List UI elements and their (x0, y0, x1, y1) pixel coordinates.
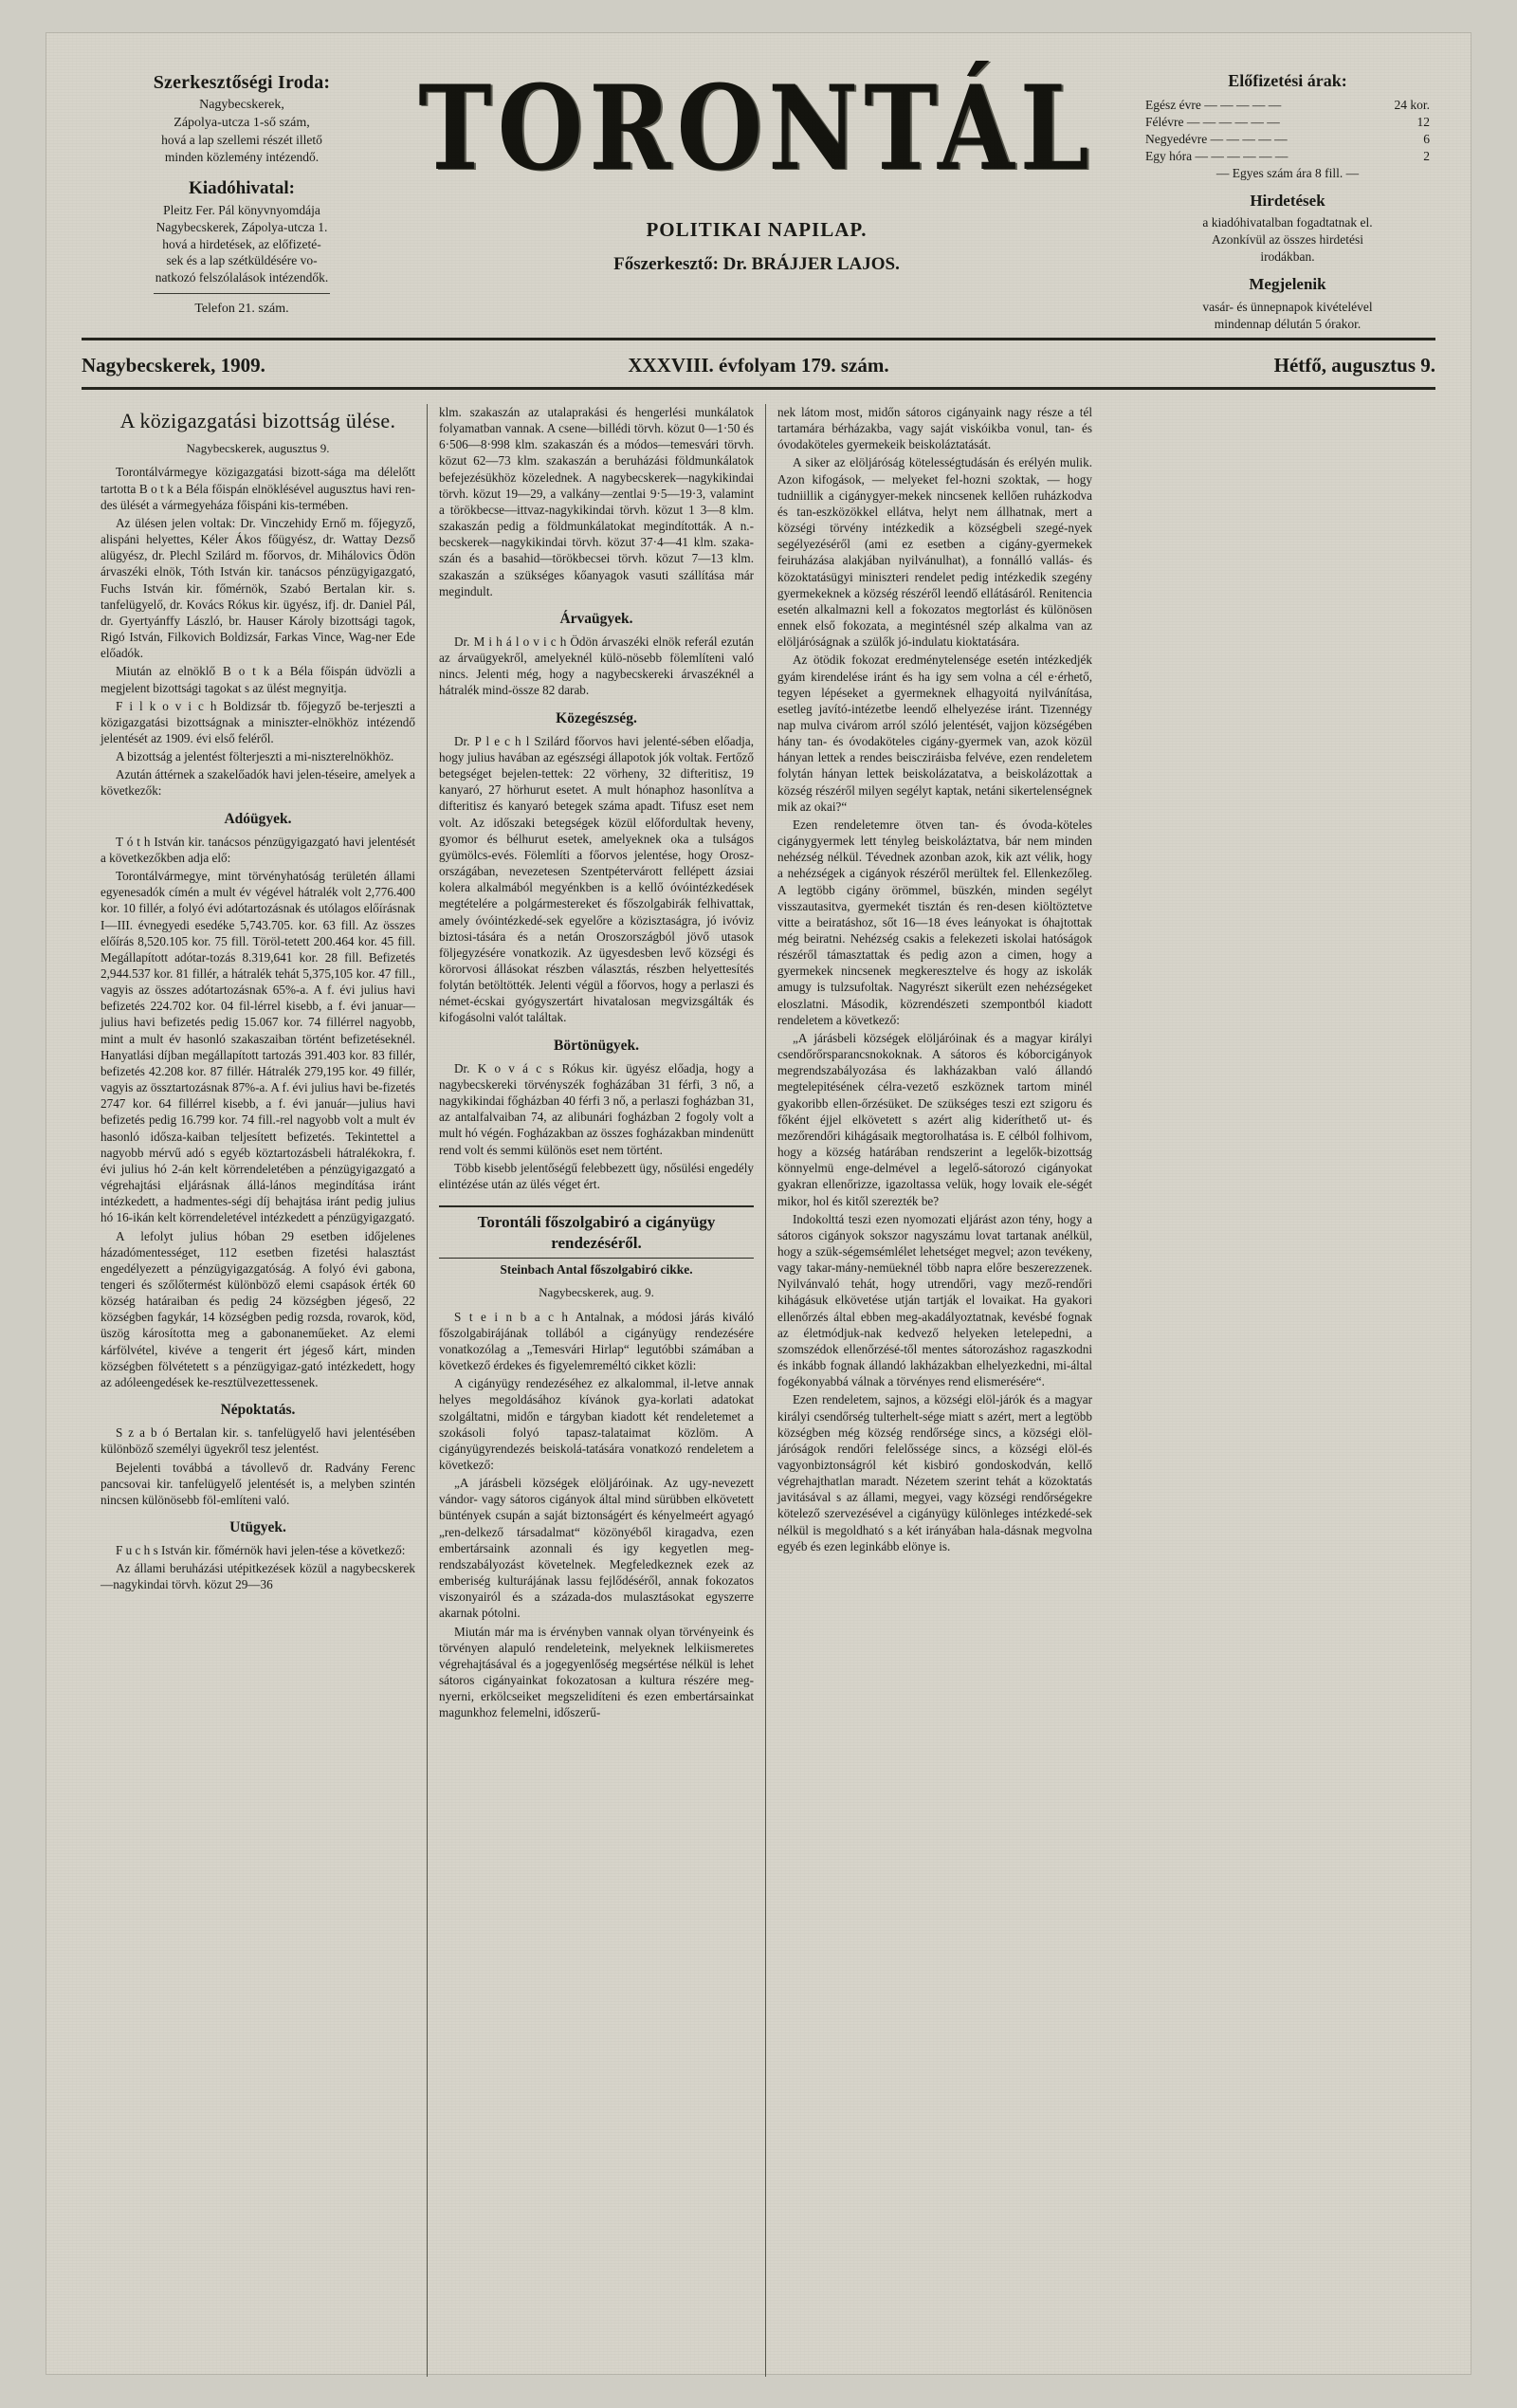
subscription-title: Előfizetési árak: (1228, 71, 1347, 90)
rate-value-1: 12 (1416, 114, 1430, 129)
paragraph: F u c h s István kir. főmérnök havi jelen-tése a következő: (116, 1543, 406, 1558)
paragraph: „A járásbeli községek elöljáróinak. Az ugy-nevezett vándor- vagy sátoros cigányok által mind sürübben elkövetett büntények csupán a saját biztonságért és kényelmeért agyagó „ren-delkező társadalmat“ közönyéből kiragadva, ezen embertársaink azonnali és igy kegyetlen meg-rendszabályozást követelnek. Megfeledkeznek ezek az emberiség kulturájának lassu fejlődéséről, annak fokozatos viszonyairól és a százada-dos mulasztásokat egyszerre akarnak pótolni. (439, 1476, 754, 1621)
issue-volume-number: XXXVIII. évfolyam 179. szám. (628, 353, 889, 377)
publication-schedule-title: Megjelenik (1249, 275, 1326, 294)
rate-label-0: Egész évre — — — — — (1145, 97, 1282, 112)
paragraph: A lefolyt julius hóban 29 esetben időjelenes házadómentességet, 112 esetben fizetési halasztást engedélyezett a pénzügyigazgatóság. A folyó évi gabona, tengeri és szőlőtermést különböző elemi csapások érték 60 község határaiban és pedig 24 községben jégeső, 22 községben fagykár, 14 községben pedig rozsda, rovarok, köd, üszög károsította meg a gabonaneműeket. Az elemi kárfölvétel, kivéve a tengerit ért jégeső kárt, minden községben fölvétetett s a pénzügyigaz-gató intézkedett, hogy az adóleengedések ke-resztülvezettessenek. (101, 1228, 415, 1389)
column-1 (89, 404, 427, 2377)
paragraph: A cigányügy rendezéséhez ez alkalommal, il-letve annak helyes megoldásához kívánok gya-korlati adatokat szolgáltatni, midőn e tárgyban kiadott két rendeletemet a szokásoli folyó tapasz-talataimat közlöm. A cigányügyrendezés beiskolá-tatására vonatkozó rendeletem a következő: (439, 1376, 754, 1473)
main-headline: A közigazgatási bizottság ülése. (119, 409, 396, 432)
advertising-line-0: a kiadóhivatalban fogadtatnak el. (1202, 215, 1373, 230)
rate-row-2 (1145, 131, 1430, 148)
rate-label-1: Félévre — — — — — — (1145, 114, 1280, 129)
article-columns (89, 404, 1428, 2377)
publishing-line-0: Pleitz Fer. Pál könyvnyomdája (163, 203, 320, 218)
paragraph: S t e i n b a c h Antalnak, a módosi járás kiváló főszolgabirájának tollából a cigányügy rendezésére vonatkozólag a „Temesvári Hirlap“ legutóbbi számában a következő érdekes és figyelemreméltó cikket közli: (439, 1309, 754, 1373)
telephone-info: Telefon 21. szám. (194, 302, 289, 317)
section-heading-prisons: Börtönügyek. (554, 1037, 639, 1054)
feature-headline: Torontáli főszolgabiró a cigányügy rendezéséről. (439, 1205, 754, 1259)
rate-value-0: 24 kor. (1394, 97, 1430, 112)
feature-dateline: Nagybecskerek, aug. 9. (539, 1284, 654, 1299)
rate-row-3 (1145, 148, 1430, 165)
paragraph: F i l k o v i c h Boldizsár tb. főjegyző be-terjeszti a közigazgatási bizottságnak a miniszter-elnökhöz intézendő jelentését az 1909. évi első feléről. (101, 698, 415, 745)
rate-label-3: Egy hóra — — — — — — (1145, 148, 1289, 163)
paragraph: Az ülésen jelen voltak: Dr. Vinczehidy Ernő m. főjegyző, alispáni helyettes, Kéler Ákos főügyész, dr. Wattay Dezső alügyész, dr. Plechl Szilárd m. főorvos, dr. Mihálovics Ödön árvaszéki elnök, Tóth István kir. tanácsos pénzügyigazgató, Fuchs István kir. főmérnök, Szabó Bertalan kir. s. tanfelügyelő, dr. Kovács Rókus kir. ügyész, ifj. dr. Daniel Pál, dr. Gyertyánffy László, br. Hauser Károly bizottsági tagok, Rigó István, Filkovich Boldizsár, Farkas Vince, Wag-ner Ede előadók. (101, 515, 415, 661)
rate-label-2: Negyedévre — — — — — (1145, 131, 1288, 146)
section-heading-roads: Utügyek. (229, 1518, 286, 1535)
advertising-line-1: Azonkívül az összes hirdetési (1211, 232, 1364, 248)
newspaper-subtitle: POLITIKAI NAPILAP. (646, 218, 868, 241)
advertising-title: Hirdetések (1250, 191, 1325, 210)
publication-schedule-line-1: mindennap délután 5 órakor. (1214, 316, 1362, 331)
paragraph: Dr. P l e c h l Szilárd főorvos havi jelenté-sében előadja, hogy julius havában az egészségi állapotok jók voltak. Fertőző betegséget bejelen-tettek: 22 vörheny, 32 difteritisz, 19 kanyaró, 27 hörhurut esetet. A mult hónaphoz hasonlítva a difteritisz és kanyaró betegek száma apadt. Tifusz eset nem volt. Az időszaki betegségek közül előfordultak heveny, gyomor és bélhurut esetek, amelyeknek oka a tulságos gyümölcs-evés. Fölemlíti a főorvos jelentése, hogy Orosz-országában, nevezetesen Szentpétervárott fellépett ázsiai kolera alkalmából megyénkben is a kellő óvóintézkedések megtételére a polgármestereket és főszolgabirák felhivattak, amely óvóintézkedé-sek egyelőre a közisztaságra, jó ivóviz biztosi-tására és a netán Oroszországból jövő utasok följegyzésére vonatkozik. Az ügyesdesben levő községi és körorvosi állásokat részben választás, részben helyettesítés folytán betöltötték. Jelenti végül a főorvos, hogy a perlaszi és német-écskai gyógyszertárt hivatalosan megvizsgálták és kifogásolni valót találtak. (439, 733, 754, 1025)
paragraph: Indokolttá teszi ezen nyomozati eljárást azon tény, hogy a sátoros cigányok sokszor nagyszámu lovat tartanak anélkül, hogy a szük-ségemsémlélet lehetséget megvel; azon tevékeny, vagy takar-mány-nemüeknél több napra előre beszerezzenek. Nyilvánvaló tehát, hogy utrendőri, vagy mező-rendőri kihágásuk elkövetése utján tartják el lovaikat. Ha gyakori ellenőrzés által ebben meg-akadályoztatnak, kevésbé fognak az életmódjuk-nak kedvező helyeken letelepedni, a szomszédok ellenőrzésé-től mentes sátorozáshoz ragaszkodni és inkább fognak állandó lakházakban elhelyezkedni, mi-által fogékonyabbá válnak a törvényes rend elismerésére“. (777, 1211, 1092, 1389)
masthead-rule-top (82, 338, 1435, 340)
publishing-line-1: Nagybecskerek, Zápolya-utcza 1. (155, 219, 328, 234)
paragraph: Dr. K o v á c s Rókus kir. ügyész előadja, hogy a nagybecskereki törvényszék fogházában 31 férfi, 3 nő, a nagykikindai főgházban 40 férfi 3 nő, a perlaszi fogházban 31, az antalfalvaiban 74, az alibunári fogházban 2 fogoly volt a mult hó végén. Fogházakban az összes fogházakban mindenütt rend volt és semmi különös eset nem történt. (439, 1060, 754, 1157)
paragraph: Bejelenti továbbá a távollevő dr. Radvány Ferenc pancsovai kir. tanfelügyelő jelentését is, a melyben szintén nincsen különösebb föl-említeni való. (101, 1460, 415, 1507)
feature-subheadline: Steinbach Antal főszolgabiró cikke. (500, 1262, 693, 1278)
paragraph: T ó t h István kir. tanácsos pénzügyigazgató havi jelentését a következőkben adja elő: (101, 834, 415, 865)
paragraph: Az ötödik fokozat eredménytelensége esetén intézkedjék gyám kirendelése iránt és ha igy sem volna a cél e·érhető, tegyen lépéseket a gyermeknek elhagyoitá nyilvánítása, esetleg javító-intézetbe leendő elhelyezése iránt. Tizennégy nap mulva civárom arról szóló jelentését, vajjon községében hány tan- és óvodaköteles cigány-gyermek van, azok közül hányan lettek a rendes beiscziráisba felvéve, ezen rendeletem folytán hányan lettek beiskolázatatva, a beiskolázottak a község részéről milyen segélyt kaptak, netáni sikertelenségnek mik az okai?“ (777, 653, 1092, 814)
publication-schedule-line-0: vasár- és ünnepnapok kivételével (1202, 299, 1373, 314)
rate-value-3: 2 (1423, 148, 1430, 163)
column-2 (427, 404, 765, 2377)
section-heading-health: Közegészség. (556, 709, 637, 726)
issue-rule-bottom (82, 387, 1435, 390)
masthead-title-block (406, 59, 1107, 275)
paragraph: Torontálvármegye, mint törvényhatóság területén állami egyenesadók címén a mult év végével hátralék volt 2,776.400 kor. 10 fillér, a folyó évi adótartozásnak és utólagos előírásnak I—III. évnegyedi esedéke 5,743.705. kor. 63 fill. Az összes előírás 8,520.105 kor. 75 fill. Töröl-tetett 200.464 kor. 45 fill. Megállapított adótar-tozás 8.319,641 kor. 28 fill. Befizetés 2,944.537 kor. 81 fillér, a hátralék tehát 5,375,105 kor. 47 fill., vagyis az összes adótartozásnak 65%-a. A f. évi julius havi befizetés 224.702 kor. 04 fil-lérrel kisebb, a f. évi januar—julius havi befizetés pedig 15.067 kor. 74 fillérrel nagyobb, mint a mult év hasonló szakaszaiban történt befizetéseknél. Hanyatlási díjban megállapított tartozás 391.403 kor. 83 fillér, befizetés 42.208 kor. 87 fillér. Hátralék 279,195 kor. 49 fillér, vagyis az össztartozásnak 87%-a. A f. évi julius havi be-fizetés 2747 kor. 64 fillérrel kisebb, a f. évi január—julius havi befizetés pedig 16.799 kor. 74 fill.-rel nagyobb volt a mult év hasonló idősza-kaiban teljesített befizetés. Tekintettel a nagyobb mérvű adó s egyéb köztartozásbeli hátralékokra, f. évi julius hó 2-án kelt körrendeletében a pénzügyigazgató a végrehajtási eljárásnak állá-lános megindítása iránt intézkedett, a hadmentes-ségi díj behajtása iránt pedig julius hó 16-ikán kelt körrendeletével intézkedett a pénzügyigazgató. (101, 869, 415, 1225)
paragraph: „A járásbeli községek elöljáróinak és a magyar királyi csendőrőrsparancsnokoknak. A sátoros és kóborcigányok megrendszabályozása és lakházakban való állandó megtelepitésének célra-vezető eszköznek tartom minél gyakoribb ellen-őrzésüket. De szükséges teszi ezt szigoru és főként éjjel elkövetett s azért alig kideríthető ut- és mezőrendőri kihágásaik megtorolhatása is. E célból folhivom, hogy a község határában rendszerint a legelők-bizottság könnyelmü enge-delmével a legelő-sátorozó cigányokat gyakran ellenőrizze, igazoltassa velük, hogy lovaik ele-ségét mikor, hol és kitől szerezték be? (777, 1030, 1092, 1208)
rate-row-0 (1145, 97, 1430, 114)
editor-in-chief: Főszerkesztő: Dr. BRÁJJER LAJOS. (613, 254, 900, 274)
paragraph: nek látom most, midőn sátoros cigányaink nagy része a tél tartamára bérházakba, vagy saját viskóikba vonul, tan- és óvodaköteles gyermekeik beiskoláztatását. (777, 405, 1092, 452)
paragraph: A bizottság a jelentést fölterjeszti a mi-niszterelnökhöz. (116, 749, 394, 764)
editorial-line-3: minden közlemény intézendő. (164, 150, 320, 165)
editorial-office-title: Szerkesztőségi Iroda: (153, 72, 331, 93)
masthead (46, 32, 1471, 334)
masthead-editorial-info (95, 70, 389, 319)
rate-value-2: 6 (1423, 131, 1430, 146)
editorial-line-1: Zápolya-utcza 1-ső szám, (174, 115, 310, 130)
paragraph: klm. szakaszán az utalaprakási és hengerlési munkálatok folyamatban vannak. A csene—billédi törvh. közut 0—1·50 és 6·506—8·998 klm. szakaszán és a módos—temesvári törvh. közut 62—73 klm. szakaszán a beruházási földmunkálatok befejezésükhöz közelednek. A nagybecskerek—nagykikindai törvh. közut 19—29, a valkány—zentlai 9·5—19·3, valamint a törökbecse—ittvaz-nagykikindai törvh. közut 1 3—8 klm. szakaszán pedig a földmunkálatokat megindították. A n.-becskerek—nagykikindai törvh. közut 37·4—41 klm. szaka-szán és a basahid—törökbecsei törvh. közut 7—13 klm. szakaszán a szükséges kőanyagok vasuti szállítása már megindult. (439, 405, 754, 598)
paragraph: Az állami beruházási utépitkezések közül a nagybecskerek—nagykindai törvh. közut 29—36 (101, 1561, 415, 1592)
issue-bar (82, 345, 1435, 385)
paragraph: Több kisebb jelentőségű felebbezett ügy, nősülési engedély elintézése után az ülés véget ért. (439, 1160, 754, 1191)
paragraph: Ezen rendeletemre ötven tan- és óvoda-köteles cigánygyermek lett tényleg beiskoláztatva, bár nem minden nehézség nélkül. Tévednek azonban azok, kik azt vélik, hogy a nehézségek a cigányok részéről merültek fel. Ellenkezőleg. A legtöbb cigány örömmel, büszkén, minden segélyt visszautasitva, gyermekét tisztán és ren-desen kiöltöztetve vitte a beiratáshoz, sőt 16—18 éves leányokat is óhajtottak még beiratni. Nehézség csakis a felekezeti iskolai hatóságok részéről támasztattak és pedig azon a cimen, hogy a gyermekek nincsenek megkeresztelve és hogy az iskolák amugy is tulzsufoltak. Nagyrészt sikerült ezen nehézségeket eloszlatni. Második, közrendészeti szempontból kiadott rendeletem a következő: (777, 817, 1092, 1027)
issue-place-year: Nagybecskerek, 1909. (82, 353, 265, 377)
publishing-office-title: Kiadóhivatal: (189, 177, 295, 198)
paragraph: A siker az elöljáróság kötelességtudásán és erélyén mulik. Azon kifogások, — melyeket fel-hozni szoktak, — hogy tudniillik a cigánygyer-mekek nincsenek kellően ruházkodva és tan-eszközökkel ellátva, helyt nem állhatnak, mert a községi törvény intézkedik a községbeli szegé-nyek segélyezéséről (ami ez esetben a cigány-gyermekek feiruházása alakjában nyilvánulhat), a fonnálló vallás- és közoktatásügyi miniszteri rendelet pedig intézkedik szegény gyermekeknek a község részéről leendő ellátásáról. Renitencia esetén alkalmazni kell a fokozatos megtorlást és különösen ennek első fokozata, a megintésnél szép alkalma van az elöljáróságnak a szülők jó-indulatu kioktatására. (777, 455, 1092, 650)
editorial-line-0: Nagybecskerek, (199, 98, 284, 113)
publishing-line-3: sek és a lap szétküldésére vo- (166, 253, 318, 268)
newspaper-logo: TORONTÁL (418, 59, 1095, 197)
section-heading-orphan: Árvaügyek. (559, 610, 633, 627)
publishing-line-2: hová a hirdetések, az előfizeté- (162, 236, 321, 251)
editorial-line-2: hová a lap szellemi részét illető (161, 133, 322, 148)
paragraph: Ezen rendeletem, sajnos, a községi elöl-járók és a magyar királyi csendőrség tulterhelt-sége miatt s azért, mert a legtöbb községben még község rendőrsége sincs, a községi elöl-járóságok rendőri felelőssége sincs, a községi elöl-és vagyonbiztonságról két kisbiró gondoskodván, kellő végrehajthatlan maradt. Nézetem szerint tehát a közoktatás javitásával s az állami, megyei, vagy községi rendőrségekre kötelező szervezésével a cigányügy különleges intézkedé-sek nélkül is megoldható s a két irányában hala-dásnak megvolna egyéb és ezen leginkább elönye is. (777, 1392, 1092, 1553)
paragraph: S z a b ó Bertalan kir. s. tanfelügyelő havi jelentésében különböző személyi ügyekről tesz jelentést. (101, 1425, 415, 1457)
paragraph: Miután már ma is érvényben vannak olyan törvényeink és törvényen alapuló rendeleteink, melyeknek lelkiismeretes végrehajtásával és a jogegyenlőség megsértése nélkül is lehet sátoros cigányainkat fokozatosan a kultura részére meg-nyerni, erkölcseiket megszelidíteni és ezen embertársainkat magunkhoz felemelni, időszerű- (439, 1624, 754, 1720)
newspaper-sheet (46, 32, 1471, 2375)
paragraph: Azután áttérnek a szakelőadók havi jelen-téseire, amelyek a következők: (101, 767, 415, 799)
paragraph: Dr. M i h á l o v i c h Ödön árvaszéki elnök referál ezután az árvaügyekről, amelyeknél külö-nösebb fölemlíteni való nincs. Jelenti még, hogy a nagybecskereki árvaszéknél a hátralék mind-össze 82 darab. (439, 634, 754, 698)
single-copy-price: — Egyes szám ára 8 fill. — (1215, 165, 1360, 180)
advertising-line-2: irodákban. (1260, 249, 1315, 265)
main-dateline: Nagybecskerek, augusztus 9. (186, 440, 330, 455)
paragraph: Torontálvármegye közigazgatási bizott-sága ma délelőtt tartotta B o t k a Béla főispán elnöklésével augusztus havi ren-des ülését a vármegyeháza főispáni kis-termében. (101, 465, 415, 512)
section-heading-education: Népoktatás. (220, 1402, 296, 1419)
publishing-line-4: natkozó felszólalások intézendők. (155, 270, 329, 285)
rate-row-1 (1145, 114, 1430, 131)
section-heading-tax: Adóügyek. (224, 810, 292, 827)
issue-date: Hétfő, augusztus 9. (1273, 353, 1435, 377)
column-3 (765, 404, 1104, 2377)
masthead-subscription-info (1145, 70, 1430, 333)
masthead-divider (154, 293, 330, 294)
paragraph: Miután az elnöklő B o t k a Béla főispán üdvözli a megjelent bizottsági tagokat s az ülést megnyitja. (101, 664, 415, 695)
